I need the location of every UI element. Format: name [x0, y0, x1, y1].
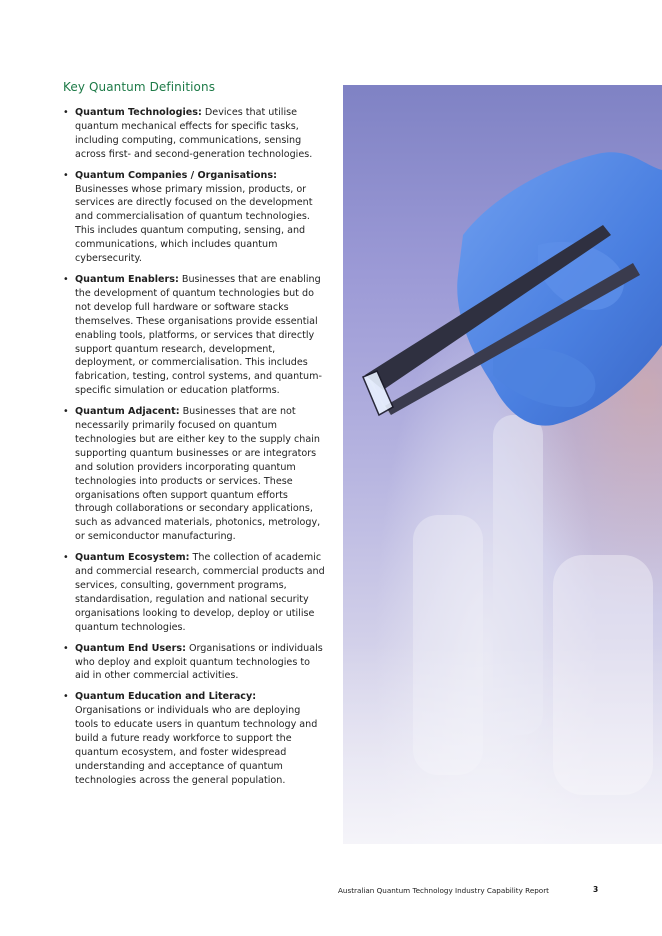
definition-item — [63, 273, 325, 398]
definition-item — [63, 551, 325, 634]
footer-report-title: Australian Quantum Technology Industry Capability Report — [338, 886, 549, 895]
bullet-icon: • — [63, 273, 69, 285]
page-number: 3 — [593, 885, 599, 894]
bullet-icon: • — [63, 691, 69, 703]
definition-text: Businesses that are enabling the development of quantum technologies but do not develop full hardware or software stacks themselves. These organisations provide essential enabling tools, platforms, or services that directly support quantum research, development, deployment, or commercialisation. This includes fabrication, testing, control systems, and quantum-specific simulation or education platforms. — [75, 273, 322, 397]
definitions-list — [63, 106, 325, 795]
definition-term: Quantum Adjacent: — [75, 406, 180, 418]
definition-term: Quantum End Users: — [75, 642, 186, 654]
definition-term: Quantum Ecosystem: — [75, 552, 190, 564]
definition-text: Organisations or individuals who deploy and exploit quantum technologies to aid in other commercial activities. — [75, 642, 323, 682]
definition-term: Quantum Enablers: — [75, 273, 179, 285]
definition-term: Quantum Education and Literacy: — [75, 691, 257, 703]
bullet-icon: • — [63, 169, 69, 181]
definition-term: Quantum Companies / Organisations: — [75, 169, 277, 181]
bullet-icon: • — [63, 107, 69, 118]
definition-item — [63, 405, 325, 544]
section-heading: Key Quantum Definitions — [63, 80, 216, 94]
bullet-icon: • — [63, 642, 69, 654]
definition-text: Businesses whose primary mission, products, or services are directly focused on the development and commercialisation of quantum technologies. This includes quantum computing, sensing, and communications, which includes quantum cybersecurity. — [75, 183, 313, 265]
definition-text: The collection of academic and commercial research, commercial products and services, consulting, government programs, standardisation, regulation and national security organisations looking to develop, deploy or utilise quantum technologies. — [75, 552, 325, 633]
definition-item — [63, 642, 325, 684]
lab-photo — [343, 85, 662, 844]
definition-term: Quantum Technologies: — [75, 107, 202, 118]
definition-text: Organisations or individuals who are deploying tools to educate users in quantum technology and build a future ready workforce to support the quantum ecosystem, and foster widespread understanding and acceptance of quantum technologies across the general population. — [75, 705, 318, 786]
bullet-icon: • — [63, 552, 69, 564]
definition-item — [63, 106, 325, 162]
gloved-hand-tweezers-icon — [343, 85, 662, 844]
definition-item — [63, 690, 325, 787]
definition-text: Businesses that are not necessarily primarily focused on quantum technologies but are either key to the supply chain supporting quantum businesses or are integrators and solution providers incorporating quantum technologies into products or services. These organisations often support quantum efforts through collaborations or secondary applications, such as advanced materials, photonics, metrology, or semiconductor manufacturing. — [75, 406, 321, 543]
bullet-icon: • — [63, 406, 69, 418]
definition-text: Devices that utilise quantum mechanical effects for specific tasks, including computing, communications, sensing across first- and second-generation technologies. — [75, 107, 313, 160]
definition-item — [63, 169, 325, 266]
